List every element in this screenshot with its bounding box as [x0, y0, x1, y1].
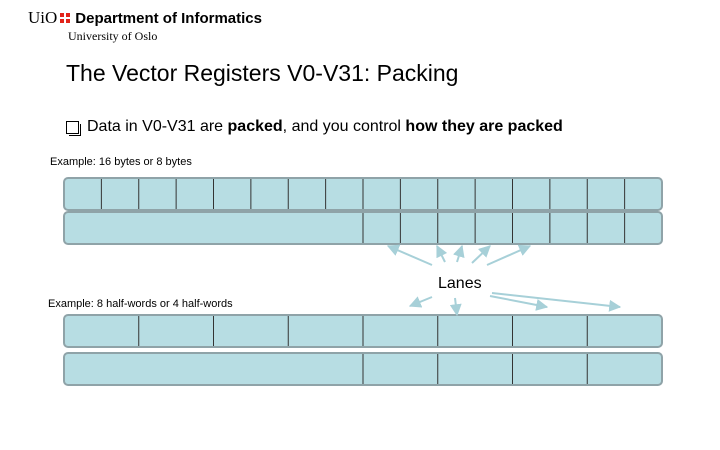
bullet-text-2: , and you control	[282, 118, 406, 135]
example-label-half-words: Example: 8 half-words or 4 half-words	[48, 298, 233, 310]
department-name: Department of Informatics	[75, 9, 262, 27]
lane-arrow	[487, 246, 530, 265]
lane-arrow	[455, 298, 457, 315]
example-label-bytes: Example: 16 bytes or 8 bytes	[50, 156, 192, 168]
university-name: University of Oslo	[68, 29, 158, 43]
slide-title: The Vector Registers V0-V31: Packing	[66, 60, 459, 86]
lane-arrow	[457, 246, 462, 262]
bullet-text-1: Data in V0-V31 are	[87, 118, 228, 135]
lane-arrow	[410, 297, 432, 306]
lane-arrow	[388, 246, 432, 265]
bullet-bold-2: how they are packed	[405, 118, 563, 135]
bullet-bold-1: packed	[227, 118, 283, 135]
lanes-label: Lanes	[438, 275, 482, 292]
logo-uio-text: UiO	[28, 8, 58, 27]
lane-arrow	[437, 246, 445, 262]
lane-arrow	[472, 246, 490, 263]
